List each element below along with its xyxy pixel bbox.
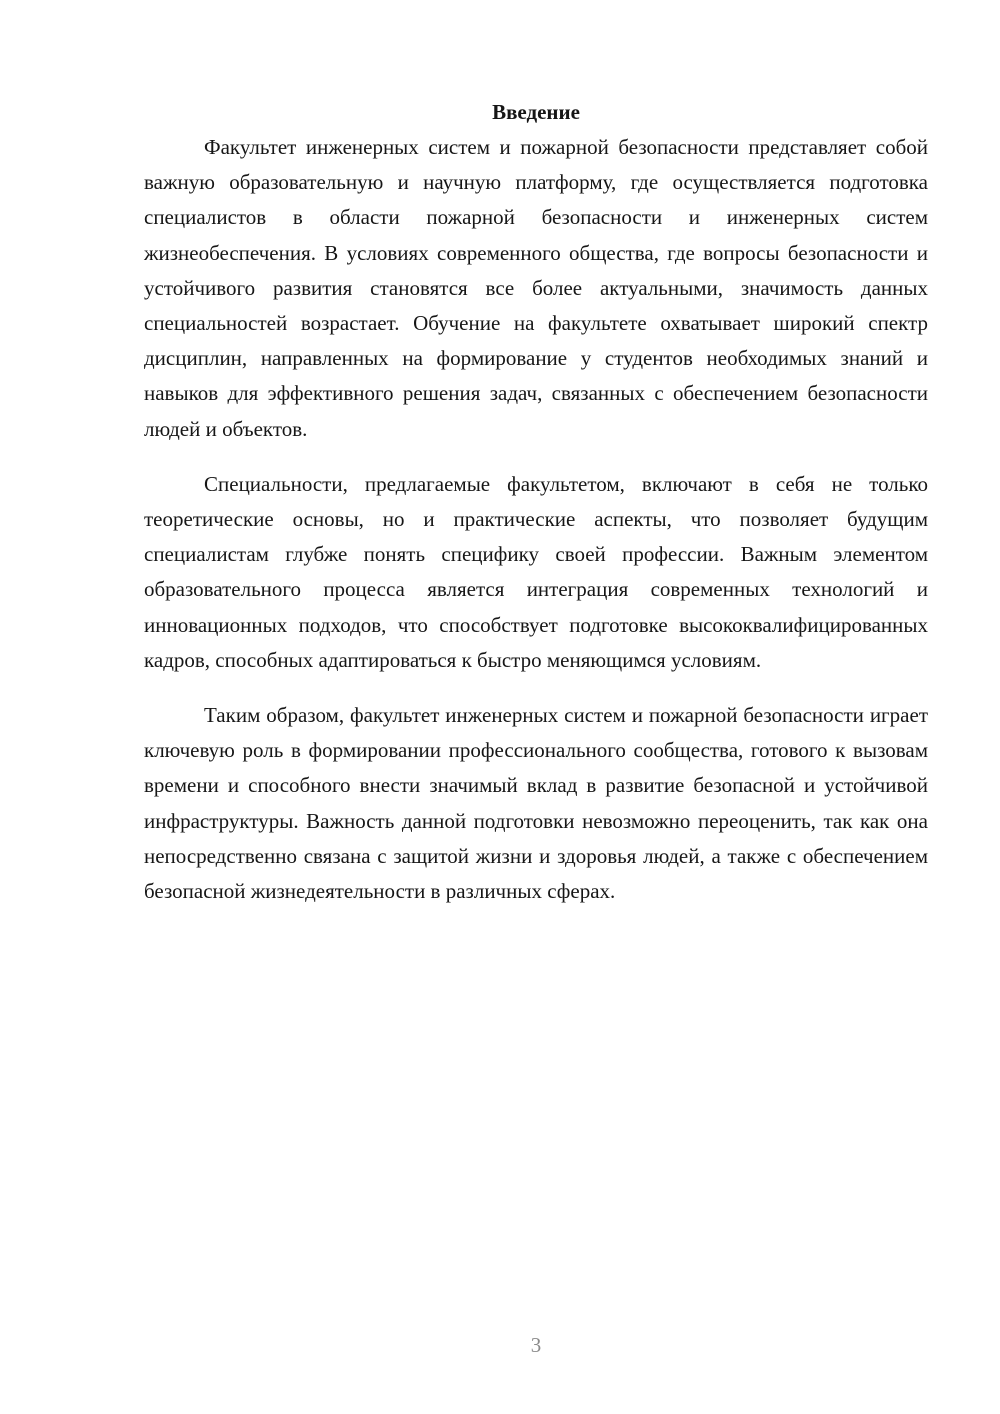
paragraph-3: Таким образом, факультет инженерных систем и пожарной безопасности играет ключевую роль в формировании профессионального сообщества, готового к вызовам времени и способного внести значимый вклад в развитие безопасной и устойчивой инфраструктуры. Важность данной подготовки невозможно переоценить, так как она непосредственно связана с защитой жизни и здоровья людей, а также с обеспечением безопасной жизнедеятельности в различных сферах. — [144, 703, 928, 904]
paragraph-2: Специальности, предлагаемые факультетом, включают в себя не только теоретические основы, но и практические аспекты, что позволяет будущим специалистам глубже понять специфику своей профессии. Важным элементом образовательного процесса является интеграция современных технологий и инновационных подходов, что способствует подготовке высококвалифицированных кадров, способных адаптироваться к быстро меняющимся условиям. — [144, 471, 928, 672]
section-heading: Введение — [492, 100, 580, 124]
paragraph-1: Факультет инженерных систем и пожарной безопасности представляет собой важную образовательную и научную платформу, где осуществляется подготовка специалистов в области пожарной безопасности и инженерных систем жизнеобеспечения. В условиях современного общества, где вопросы безопасности и устойчивого развития становятся все более актуальными, значимость данных специальностей возрастает. Обучение на факультете охватывает широкий спектр дисциплин, направленных на формирование у студентов необходимых знаний и навыков для эффективного решения задач, связанных с обеспечением безопасности людей и объектов. — [144, 135, 928, 441]
page-number: 3 — [530, 1333, 542, 1357]
document-body — [144, 96, 928, 909]
